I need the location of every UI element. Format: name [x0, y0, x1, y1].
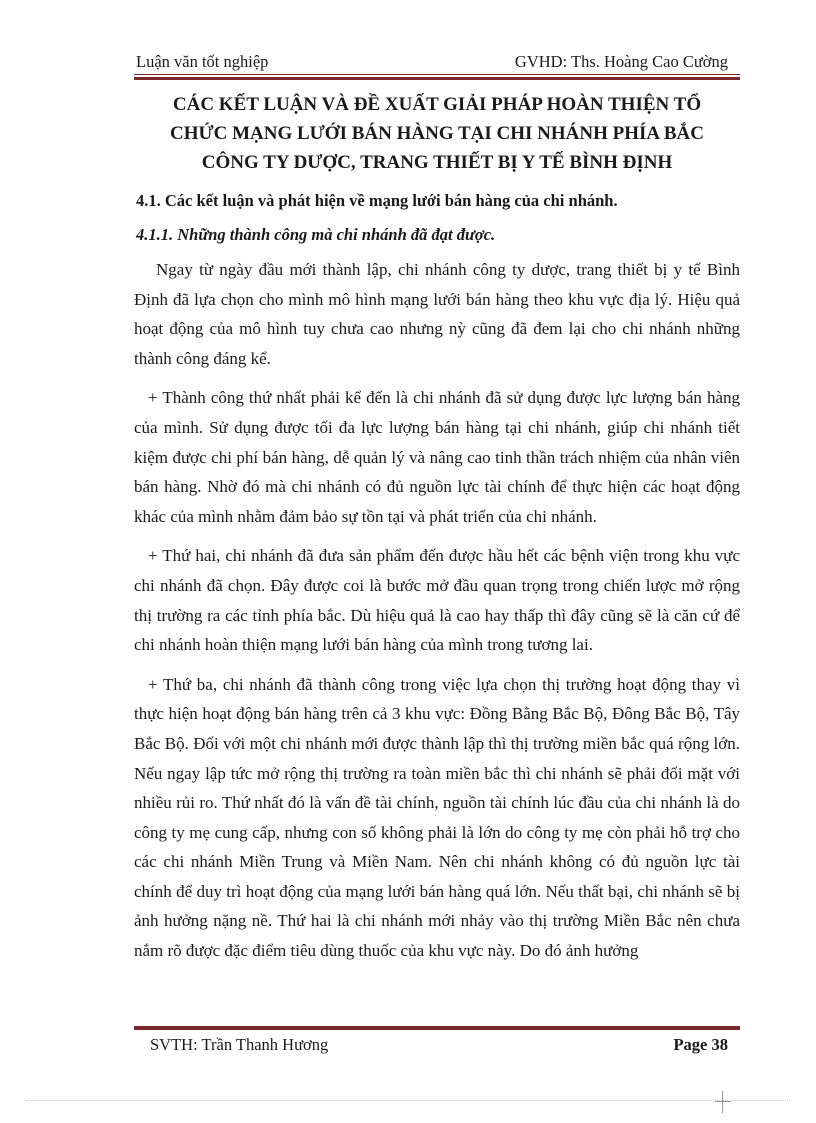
header-rule: [134, 74, 740, 80]
chapter-title-line-1: CÁC KẾT LUẬN VÀ ĐỀ XUẤT GIẢI PHÁP HOÀN THIỆN TỔ: [172, 94, 702, 115]
page-footer: [150, 1035, 728, 1055]
chapter-title: [134, 90, 740, 177]
header-thesis-label: Luận văn tốt nghiệp: [136, 52, 269, 71]
paragraph-point-2: + Thứ hai, chi nhánh đã đưa sản phẩm đến được hầu hết các bệnh viện trong khu vực chi nhánh đã chọn. Đây được coi là bước mở đầu quan trọng trong chiến lược mở rộng thị trường ra các tỉnh phía bắc. Dù hiệu quả là cao hay thấp thì đây cũng sẽ là căn cứ để chi nhánh hoàn thiện mạng lưới bán hàng của mình trong tương lai.: [134, 546, 740, 655]
subsection-heading: 4.1.1. Những thành công mà chi nhánh đã đạt được.: [136, 225, 496, 244]
chapter-title-line-3: CÔNG TY DƯỢC, TRANG THIẾT BỊ Y TẾ BÌNH ĐỊNH: [201, 152, 673, 173]
page-body: [134, 90, 740, 966]
paragraph-point-1: + Thành công thứ nhất phải kể đến là chi nhánh đã sử dụng được lực lượng bán hàng của mình. Sử dụng được tối đa lực lượng bán hàng tại chi nhánh, giúp chi nhánh tiết kiệm được chi phí bán hàng, dễ quản lý và nâng cao tinh thần trách nhiệm của nhân viên bán hàng. Nhờ đó mà chi nhánh có đủ nguồn lực tài chính để thực hiện các hoạt động khác của mình nhằm đảm bảo sự tồn tại và phát triển của chi nhánh.: [134, 388, 740, 526]
page-header: [136, 48, 728, 72]
chapter-title-line-2: CHỨC MẠNG LƯỚI BÁN HÀNG TẠI CHI NHÁNH PHÍA BẮC: [170, 123, 704, 144]
section-heading: 4.1. Các kết luận và phát hiện về mạng lưới bán hàng của chi nhánh.: [136, 191, 618, 210]
footer-student: SVTH: Trần Thanh Hương: [150, 1035, 329, 1054]
footer-rule: [134, 1024, 740, 1030]
page-number: Page 38: [673, 1035, 728, 1054]
paragraph-intro: Ngay từ ngày đầu mới thành lập, chi nhánh công ty dược, trang thiết bị y tế Bình Định đã lựa chọn cho mình mô hình mạng lưới bán hàng theo khu vực địa lý. Hiệu quả hoạt động của mô hình tuy chưa cao nhưng nỳ cũng đã đem lại cho chi nhánh những thành công đáng kể.: [134, 260, 740, 368]
page-edge-divider: [26, 1100, 790, 1101]
header-advisor: GVHD: Ths. Hoàng Cao Cường: [514, 52, 728, 71]
crop-mark: [722, 1091, 733, 1113]
paragraph-point-3: + Thứ ba, chi nhánh đã thành công trong việc lựa chọn thị trường hoạt động thay vì thực hiện hoạt động bán hàng trên cả 3 khu vực: Đồng Bằng Bắc Bộ, Đông Bắc Bộ, Tây Bắc Bộ. Đối với một chi nhánh mới được thành lập thì thị trường miền bắc quá rộng lớn. Nếu ngay lập tức mở rộng thị trường ra toàn miền bắc thì chi nhánh sẽ phải đối mặt với nhiều rủi ro. Thứ nhất đó là vấn đề tài chính, nguồn tài chính lúc đầu của chi nhánh là do công ty mẹ cung cấp, nhưng con số không phải là lớn do công ty mẹ còn phải hỗ trợ cho các chi nhánh Miền Trung và Miền Nam. Nên chi nhánh không có đủ nguồn lực tài chính để duy trì hoạt động của mạng lưới bán hàng quá lớn. Nếu thất bại, chi nhánh sẽ bị ảnh hưởng nặng nề. Thứ hai là chi nhánh mới nhảy vào thị trường Miền Bắc nên chưa nắm rõ được đặc điểm tiêu dùng thuốc của khu vực này. Do đó ảnh hưởng: [134, 674, 740, 961]
